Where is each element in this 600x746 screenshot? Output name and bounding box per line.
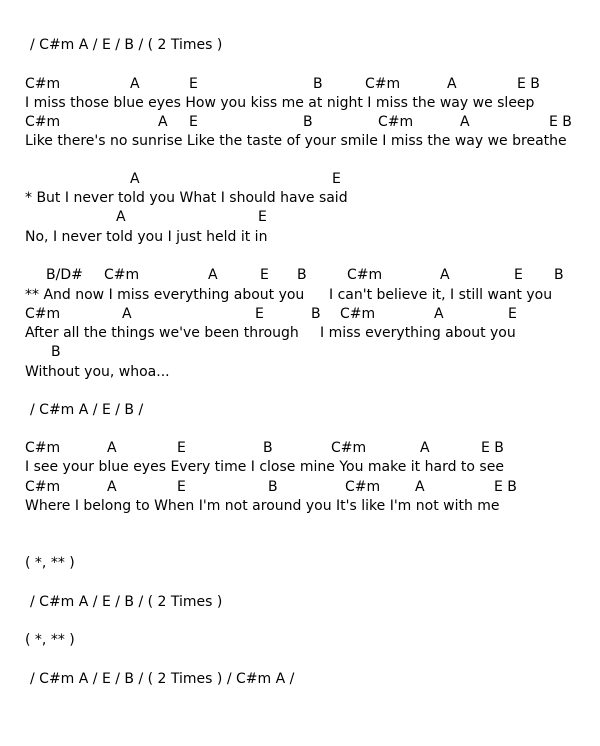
chord: E <box>177 440 186 456</box>
chord: C#m <box>340 306 376 322</box>
chord: A <box>107 479 117 495</box>
chord: E <box>189 76 198 92</box>
chord: E <box>189 114 198 130</box>
chorus-lyric-line-1b: I can't believe it, I still want you <box>329 287 553 303</box>
verse1-lyric-line-1: I miss those blue eyes How you kiss me at night I miss the way we sleep <box>25 95 535 111</box>
chord: B <box>313 76 323 92</box>
chord: E <box>255 306 264 322</box>
chord: A <box>440 267 450 283</box>
chord: A <box>420 440 430 456</box>
chord: E B <box>494 479 517 495</box>
chord: E B <box>549 114 572 130</box>
chorus-lyric-line-2b: I miss everything about you <box>320 325 516 341</box>
chord: A <box>122 306 132 322</box>
chorus-lyric-line-1a: ** And now I miss everything about you <box>25 287 305 303</box>
chord: C#m <box>25 479 61 495</box>
chord: E <box>332 171 341 187</box>
chord: E <box>258 209 267 225</box>
chord: E <box>260 267 269 283</box>
chord: E <box>177 479 186 495</box>
chord: E <box>508 306 517 322</box>
chord: A <box>208 267 218 283</box>
chord: B <box>554 267 564 283</box>
chord: A <box>107 440 117 456</box>
chord: E B <box>481 440 504 456</box>
intro-progression: / C#m A / E / B / ( 2 Times ) <box>30 37 223 53</box>
verse2-lyric-line-2: Where I belong to When I'm not around you It's like I'm not with me <box>25 498 500 514</box>
repeat-marker-1: ( *, ** ) <box>25 555 75 571</box>
chord: B/D# <box>46 267 83 283</box>
chord: E <box>514 267 523 283</box>
chord: B <box>297 267 307 283</box>
chord: B <box>303 114 313 130</box>
chord: A <box>434 306 444 322</box>
chord: B <box>311 306 321 322</box>
chord: A <box>415 479 425 495</box>
chord: A <box>460 114 470 130</box>
chord: C#m <box>378 114 414 130</box>
chord: E B <box>517 76 540 92</box>
chorus-lyric-line-2a: After all the things we've been through <box>25 325 299 341</box>
chord: A <box>130 76 140 92</box>
chord: C#m <box>25 114 61 130</box>
interlude-progression: / C#m A / E / B / <box>30 402 144 418</box>
prechorus-lyric-line-2: No, I never told you I just held it in <box>25 229 268 245</box>
chord: B <box>268 479 278 495</box>
chord: A <box>447 76 457 92</box>
intro-progression-2: / C#m A / E / B / ( 2 Times ) <box>30 594 223 610</box>
chord: A <box>130 171 140 187</box>
verse2-lyric-line-1: I see your blue eyes Every time I close mine You make it hard to see <box>25 459 504 475</box>
chord: C#m <box>25 76 61 92</box>
chorus-lyric-line-3: Without you, whoa... <box>25 364 170 380</box>
chord: C#m <box>104 267 140 283</box>
chord: B <box>51 344 61 360</box>
chord: C#m <box>345 479 381 495</box>
chord: C#m <box>365 76 401 92</box>
chord: C#m <box>25 440 61 456</box>
prechorus-lyric-line-1: * But I never told you What I should have said <box>25 190 348 206</box>
verse1-lyric-line-2: Like there's no sunrise Like the taste of your smile I miss the way we breathe <box>25 133 567 149</box>
chord: B <box>263 440 273 456</box>
chord: A <box>158 114 168 130</box>
repeat-marker-2: ( *, ** ) <box>25 632 75 648</box>
outro-progression: / C#m A / E / B / ( 2 Times ) / C#m A / <box>30 671 295 687</box>
chord: C#m <box>347 267 383 283</box>
chord: C#m <box>331 440 367 456</box>
chord: C#m <box>25 306 61 322</box>
chord: A <box>116 209 126 225</box>
